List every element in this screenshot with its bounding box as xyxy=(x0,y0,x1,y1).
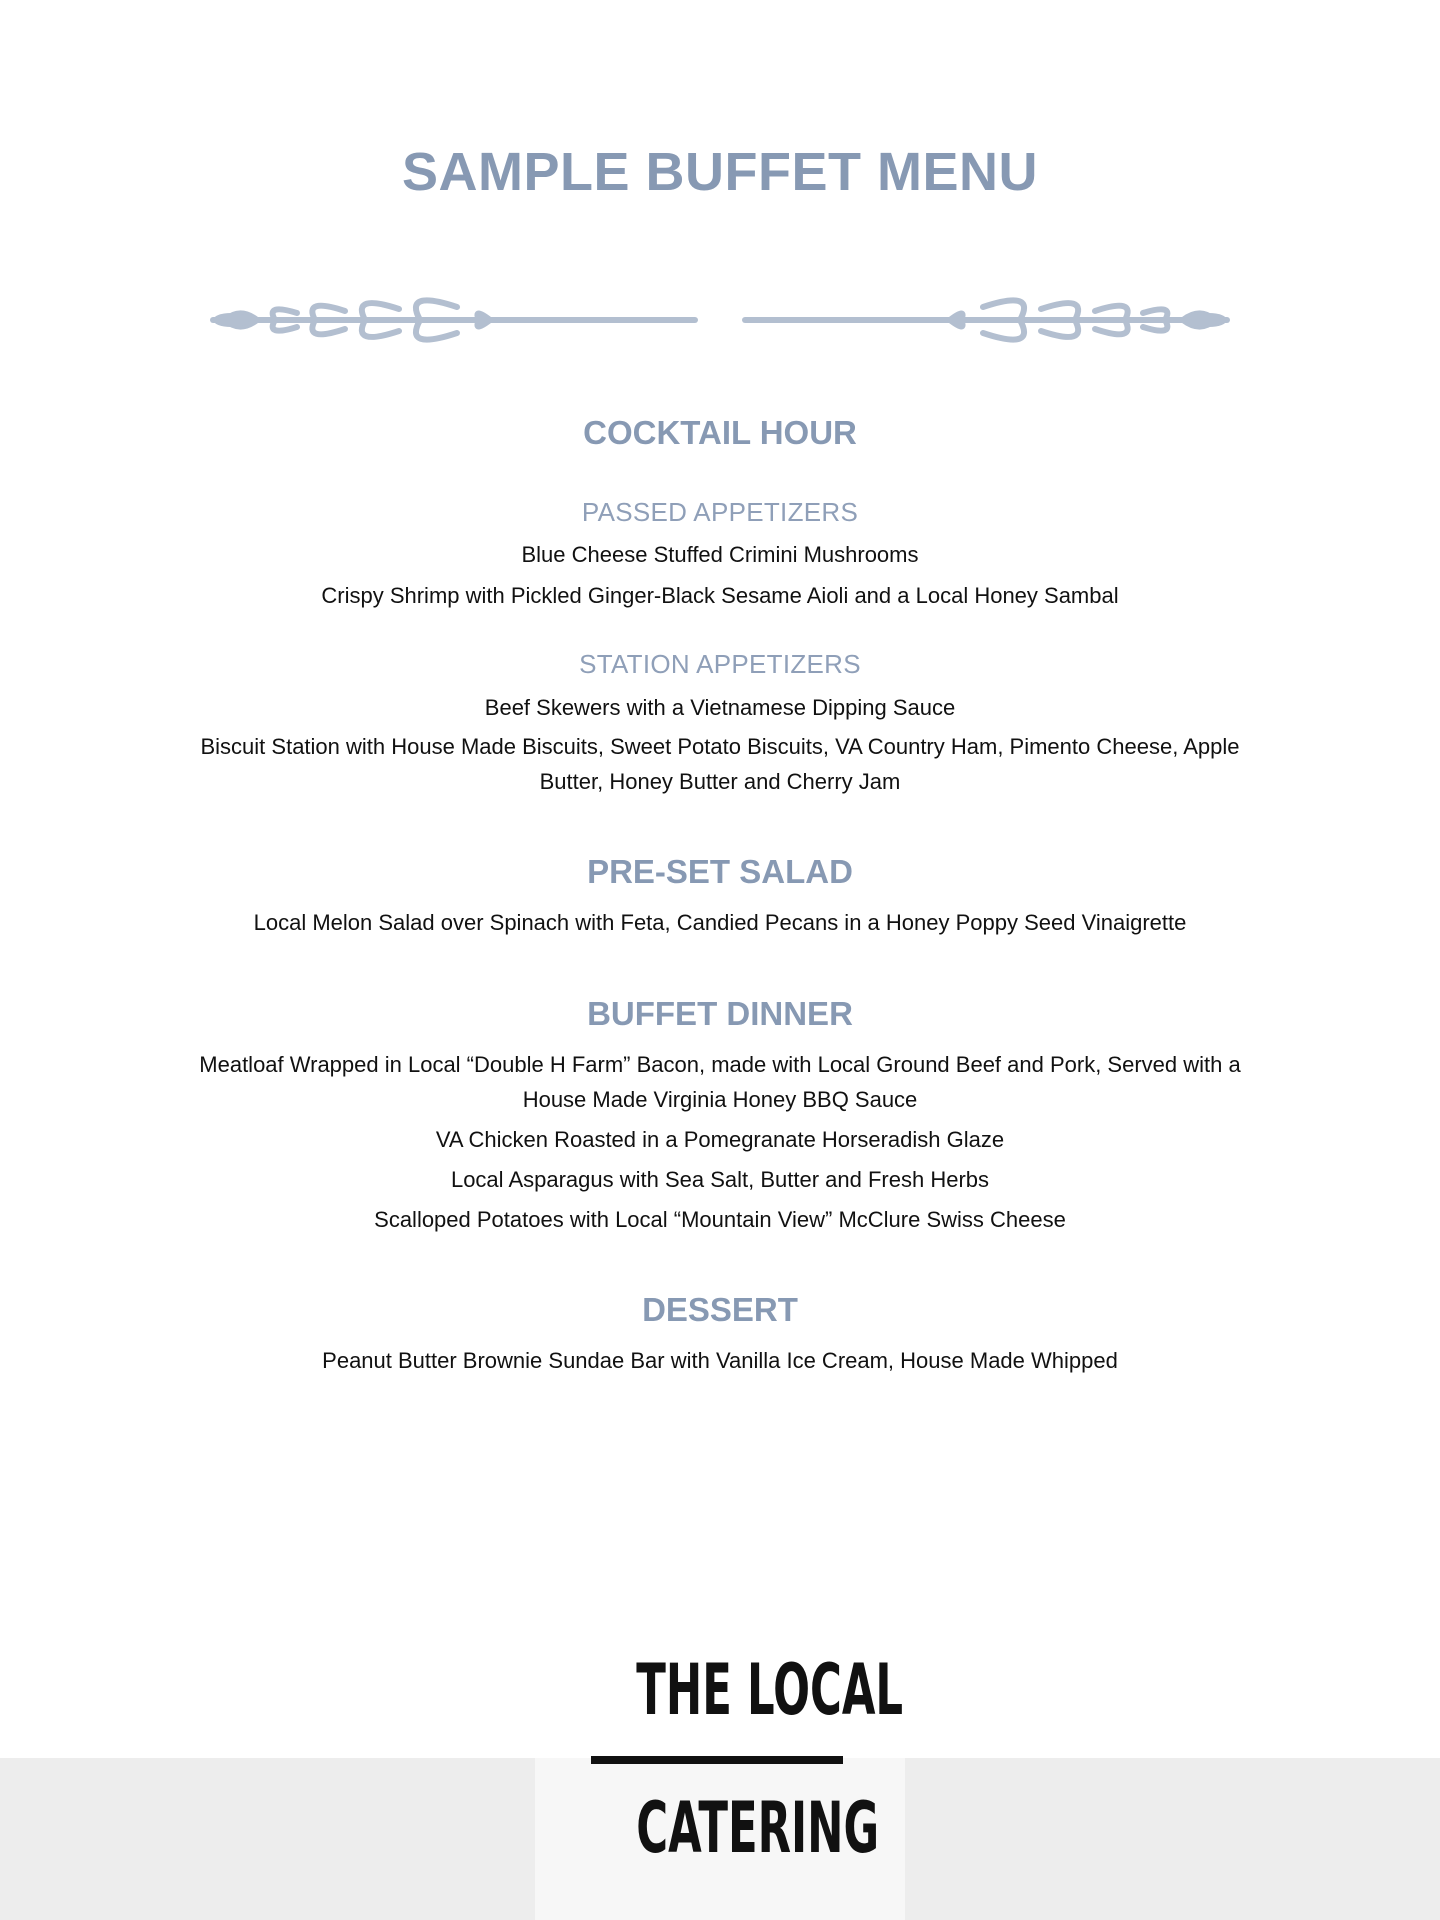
menu-item: Local Melon Salad over Spinach with Feta, Candied Pecans in a Honey Poppy Seed Vinaigrette xyxy=(253,910,1187,935)
the-local-catering-logo xyxy=(585,1648,904,1878)
menu-item: Local Asparagus with Sea Salt, Butter and Fresh Herbs xyxy=(450,1167,990,1192)
laurel-divider xyxy=(205,285,1235,355)
menu-item: Biscuit Station with House Made Biscuits, Sweet Potato Biscuits, VA Country Ham, Pimento Cheese, Apple Butter, Honey Butter and Cherry Jam xyxy=(200,734,1240,794)
menu-item: Beef Skewers with a Vietnamese Dipping Sauce xyxy=(484,695,956,720)
logo-line-2: CATERING xyxy=(636,1787,880,1869)
logo-line-1: THE LOCAL xyxy=(636,1649,904,1731)
menu-item: Crispy Shrimp with Pickled Ginger-Black Sesame Aioli and a Local Honey Sambal xyxy=(321,583,1119,608)
logo-rule xyxy=(591,1756,843,1764)
menu-item: VA Chicken Roasted in a Pomegranate Horseradish Glaze xyxy=(435,1127,1005,1152)
page-title: SAMPLE BUFFET MENU xyxy=(402,142,1038,202)
subheading-passed-appetizers: PASSED APPETIZERS xyxy=(581,497,859,527)
menu-item: Scalloped Potatoes with Local “Mountain View” McClure Swiss Cheese xyxy=(374,1207,1066,1232)
menu-item: Peanut Butter Brownie Sundae Bar with Vanilla Ice Cream, House Made Whipped xyxy=(322,1348,1118,1373)
section-heading-cocktail-hour: COCKTAIL HOUR xyxy=(583,414,857,451)
section-heading-pre-set-salad: PRE-SET SALAD xyxy=(587,853,853,890)
menu-item: Meatloaf Wrapped in Local “Double H Farm” Bacon, made with Local Ground Beef and Pork, Served with a House Made Virginia Honey BBQ Sauce xyxy=(199,1052,1241,1112)
subheading-station-appetizers: STATION APPETIZERS xyxy=(579,649,861,679)
menu-item: Blue Cheese Stuffed Crimini Mushrooms xyxy=(521,542,919,567)
section-heading-dessert: DESSERT xyxy=(642,1291,798,1328)
section-heading-buffet-dinner: BUFFET DINNER xyxy=(587,995,853,1032)
